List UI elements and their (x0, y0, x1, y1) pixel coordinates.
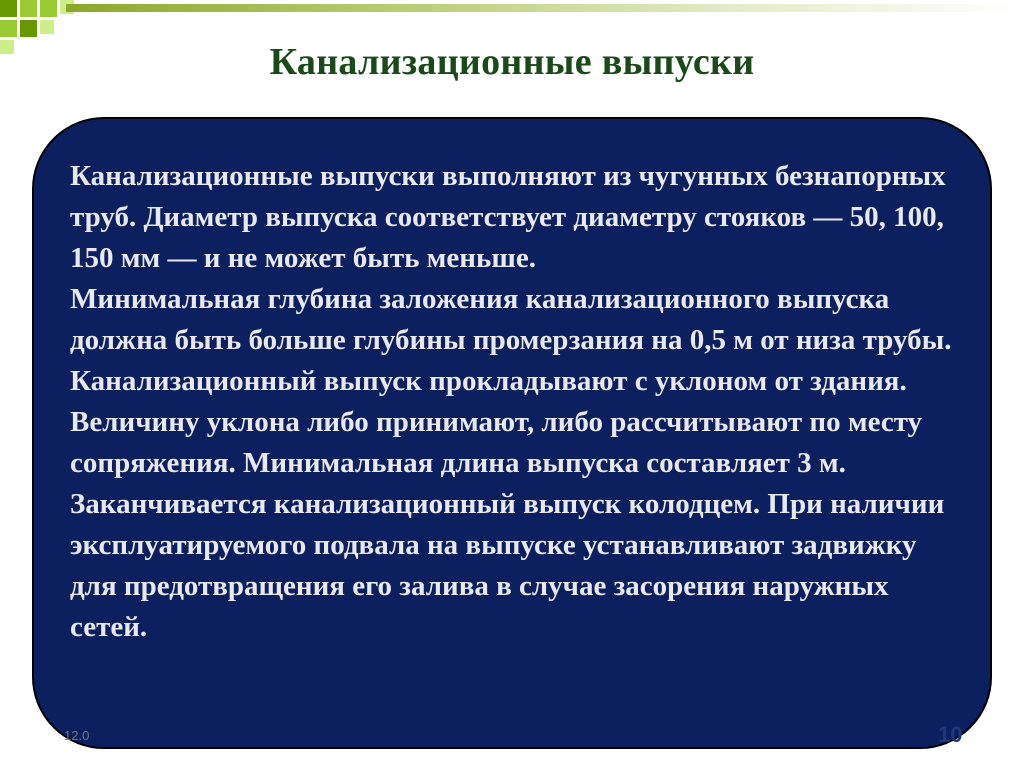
deco-square (0, 0, 17, 17)
page-title: Канализационные выпуски (269, 41, 755, 83)
deco-square (20, 0, 37, 17)
deco-square (40, 20, 54, 34)
paragraph: Минимальная глубина заложения канализационного выпуска должна быть больше глубины промерзания на 0,5 м от низа трубы. Канализационный выпуск прокладывают с уклоном от здания. Величину уклона либо принимают, либо рассчитывают по месту сопряжения. Минимальная длина выпуска составляет 3 м. Заканчивается канализационный выпуск колодцем. При наличии эксплуатируемого подвала на выпуске устанавливают задвижку для предотвращения его залива в случае засорения наружных сетей. (70, 283, 952, 643)
deco-square (0, 20, 17, 37)
deco-square (40, 0, 57, 17)
deco-square (20, 20, 37, 37)
paragraph: Канализационные выпуски выполняют из чугунных безнапорных труб. Диаметр выпуска соответствует диаметру стояков — 50, 100, 150 мм — и не может быть меньше. (70, 160, 946, 274)
page-number: 10 (938, 722, 963, 747)
content-text (70, 156, 970, 648)
footer-date: 12.0 (64, 728, 90, 743)
header-gradient-bar (66, 4, 1024, 12)
